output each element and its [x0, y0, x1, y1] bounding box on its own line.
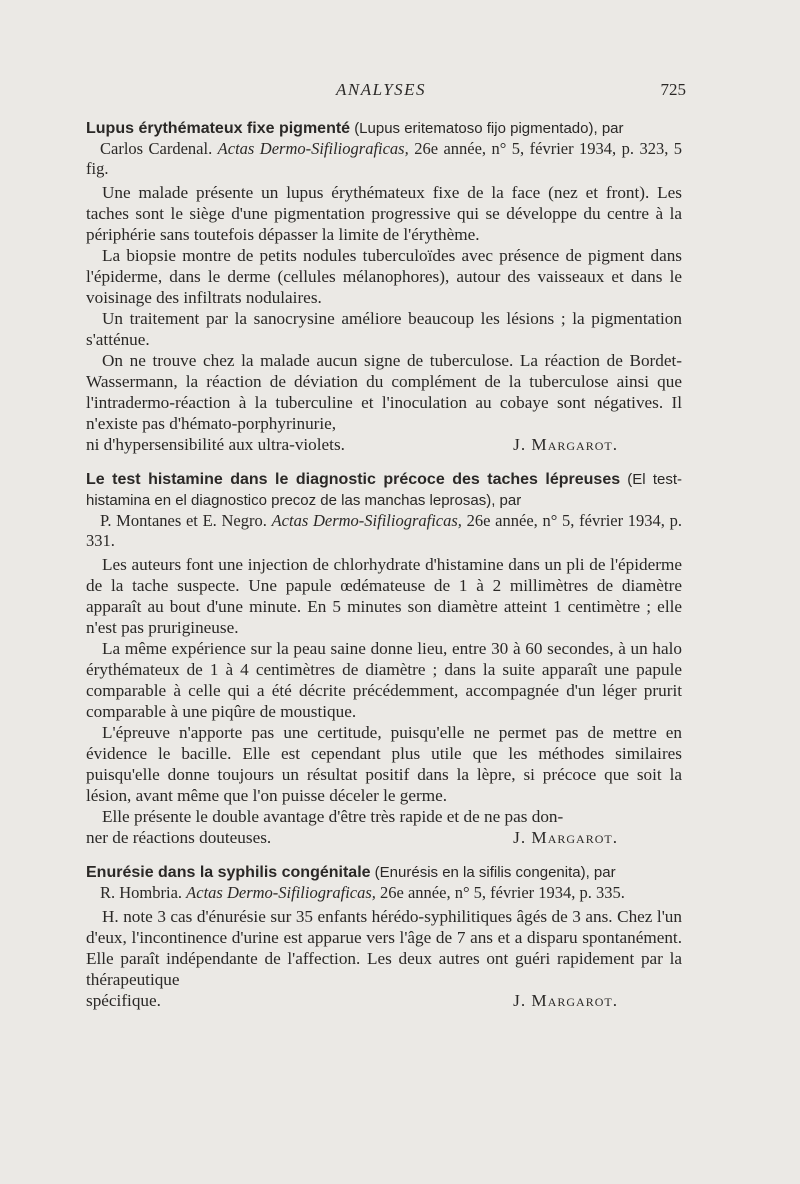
original-title: (Enurésis en la sifilis congenita), par [374, 864, 616, 881]
running-head-title: ANALYSES [336, 80, 427, 99]
paragraph: La biopsie montre de petits nodules tuberculoïdes avec présence de pigment dans l'épiderme, dans le derme (cellules mélanophores), autour des vaisseaux et dans le voisinage des infiltrats nodulaires. [86, 246, 682, 307]
journal-name: Actas Dermo-Sifiliograficas, [271, 511, 462, 530]
original-title: (El test-histamina en el diagnostico precoz de las manchas leprosas), par [86, 471, 682, 509]
paragraph: Les auteurs font une injection de chlorhydrate d'histamine dans un pli de l'épiderme de la tache suspecte. Une papule œdémateuse de 1 à 2 millimètres de diamètre apparaît au bout d'une minute. En 5 minutes son diamètre atteint 1 centimètre ; elle n'est pas prurigineuse. [86, 555, 682, 637]
abstract-title: Enurésie dans la syphilis congénitale [86, 864, 371, 881]
paragraph: H. note 3 cas d'énurésie sur 35 enfants hérédo-syphilitiques âgés de 3 ans. Chez l'un d'eux, l'incontinence d'urine est apparue vers l'âge de 7 ans et a disparu spontanément. Elle paraît indépendante de l'affection. Les deux autres ont guéri rapidement par la thérapeutique [86, 907, 682, 989]
journal-name: Actas Dermo-Sifiliograficas, [217, 139, 409, 158]
page-content [86, 118, 682, 1025]
abstract-heading [86, 118, 682, 179]
abstract-lupus [86, 118, 682, 455]
citation: 26e année, n° 5, février 1934, p. 323, 5 fig. [86, 139, 683, 178]
abstract-title: Le test histamine dans le diagnostic précoce des taches lépreuses [86, 471, 621, 488]
paragraph: L'épreuve n'apporte pas une certitude, puisqu'elle ne permet pas de mettre en évidence le bacille. Elle est cependant plus utile que les méthodes similaires puisqu'elle donne toujours un résultat positif dans la lèpre, si précoce que soit la lésion, avant même que l'on puisse déceler le germe. [86, 723, 682, 805]
signature-line [86, 827, 682, 848]
abstract-title: Lupus érythémateux fixe pigmenté [86, 120, 351, 137]
paragraph-end: spécifique. [86, 991, 161, 1010]
paragraph: Une malade présente un lupus érythémateux fixe de la face (nez et front). Les taches sont le siège d'une pigmentation progressive qui se développe du centre à la périphérie sans toutefois dépasser la limite de l'érythème. [86, 183, 682, 244]
running-head [0, 80, 800, 104]
page-number: 725 [660, 80, 686, 99]
signature: J. Margarot. [513, 435, 618, 454]
signature: J. Margarot. [513, 991, 618, 1010]
original-title: (Lupus eritematoso fijo pigmentado), par [354, 120, 624, 137]
signature-line [86, 990, 682, 1011]
author: R. Hombria. [100, 883, 183, 902]
abstract-enuresis [86, 862, 682, 1011]
author: Carlos Cardenal. [100, 139, 213, 158]
journal-name: Actas Dermo-Sifiliograficas, [186, 883, 376, 902]
signature: J. Margarot. [513, 828, 618, 847]
abstract-heading [86, 862, 682, 903]
paragraph-end: ner de réactions douteuses. [86, 828, 272, 847]
abstract-heading [86, 469, 682, 551]
paragraph: On ne trouve chez la malade aucun signe de tuberculose. La réaction de Bordet-Wassermann, la réaction de déviation du complément de la tuberculose ainsi que l'intradermo-réaction à la tuberculine et l'inoculation au cobaye sont négatives. Il n'existe pas d'hémato-porphyrinurie, [86, 351, 682, 433]
author: P. Montanes et E. Negro. [100, 511, 267, 530]
signature-line [86, 434, 682, 455]
citation: 26e année, n° 5, février 1934, p. 335. [380, 883, 625, 902]
citation: 26e année, n° 5, février 1934, p. 331. [86, 511, 683, 550]
paragraph: La même expérience sur la peau saine donne lieu, entre 30 à 60 secondes, à un halo érythémateux de 1 à 4 centimètres de diamètre ; dans la suite apparaît une papule comparable à celle qui a été décrite précédemment, accompagnée d'un léger prurit comparable à une piqûre de moustique. [86, 639, 682, 721]
abstract-histamine [86, 469, 682, 848]
paragraph-end: ni d'hypersensibilité aux ultra-violets. [86, 435, 345, 454]
paragraph: Un traitement par la sanocrysine améliore beaucoup les lésions ; la pigmentation s'atténue. [86, 309, 682, 349]
paragraph: Elle présente le double avantage d'être très rapide et de ne pas don- [102, 807, 564, 826]
